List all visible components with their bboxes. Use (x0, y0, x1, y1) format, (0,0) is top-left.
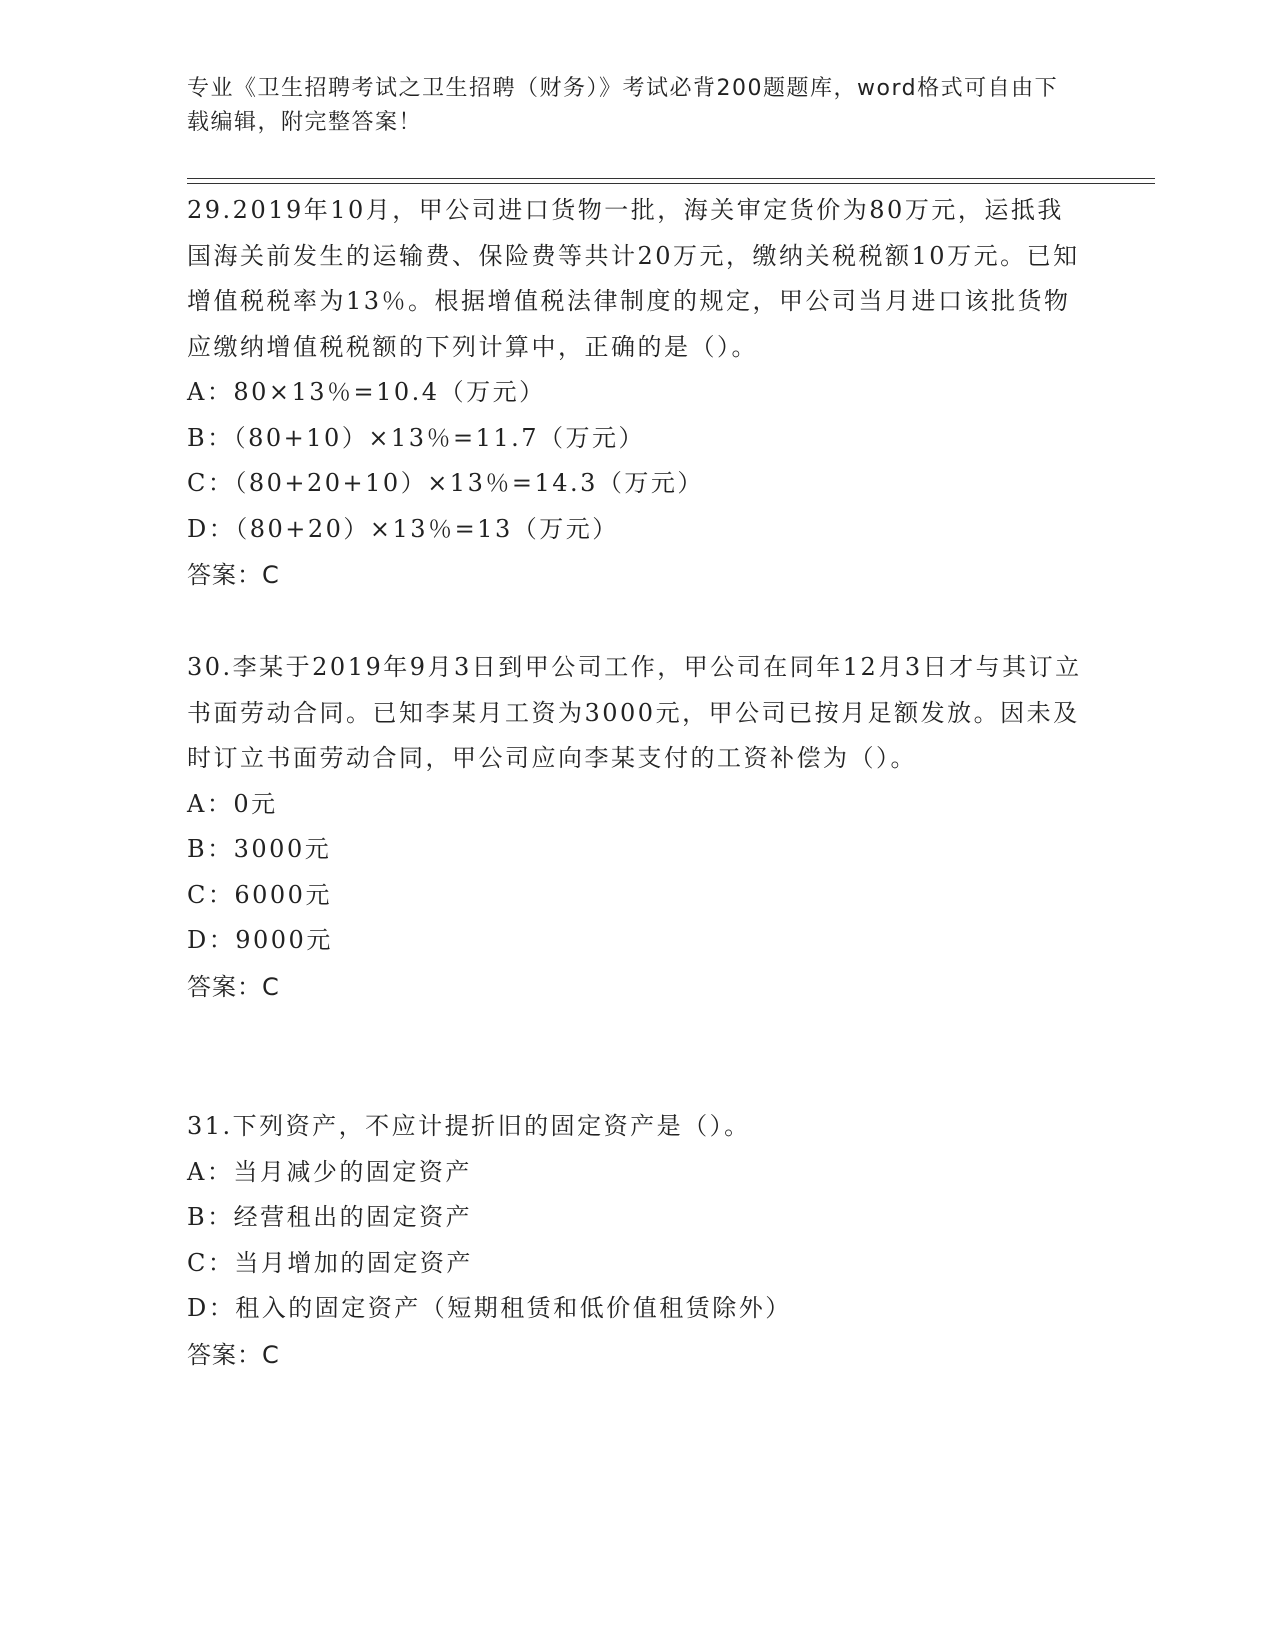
question-30 (187, 645, 1087, 1010)
option-a: A：当月减少的固定资产 (187, 1157, 472, 1186)
option-d: D：9000元 (187, 926, 333, 954)
question-31 (187, 1104, 1087, 1378)
header-divider-bottom (187, 183, 1155, 184)
option-c: C：6000元 (187, 880, 332, 909)
answer: 答案：C (187, 972, 280, 1001)
question-stem: 29.2019年10月，甲公司进口货物一批，海关审定货价为80万元，运抵我国海关前发生的运输费、保险费等共计20万元，缴纳关税税额10万元。已知增值税税率为13％。根据增值税法律制度的规定，甲公司当月进口该批货物应缴纳增值税税额的下列计算中，正确的是（）。 (187, 196, 1080, 361)
answer: 答案：C (187, 561, 280, 589)
option-a: A：80×13％=10.4（万元） (187, 378, 546, 406)
option-d: D：（80+20）×13％=13（万元） (187, 514, 619, 543)
option-b: B：经营租出的固定资产 (187, 1203, 473, 1231)
question-stem: 30.李某于2019年9月3日到甲公司工作，甲公司在同年12月3日才与其订立书面劳动合同。已知李某月工资为3000元，甲公司已按月足额发放。因未及时订立书面劳动合同，甲公司应向李某支付的工资补偿为（）。 (187, 653, 1082, 772)
question-29 (187, 188, 1087, 598)
document-header: 专业《卫生招聘考试之卫生招聘（财务）》考试必背200题题库，word格式可自由下载编辑，附完整答案！ (187, 76, 1059, 135)
option-b: B：（80+10）×13％=11.7（万元） (187, 423, 646, 452)
answer: 答案：C (187, 1340, 280, 1369)
option-c: C：（80+20+10）×13％=14.3（万元） (187, 469, 704, 497)
question-stem: 31.下列资产，不应计提折旧的固定资产是（）。 (187, 1112, 751, 1140)
option-a: A：0元 (187, 789, 278, 818)
option-c: C：当月增加的固定资产 (187, 1248, 473, 1277)
option-d: D：租入的固定资产（短期租赁和低价值租赁除外） (187, 1294, 792, 1322)
header-divider-top (187, 178, 1155, 179)
option-b: B：3000元 (187, 835, 332, 863)
